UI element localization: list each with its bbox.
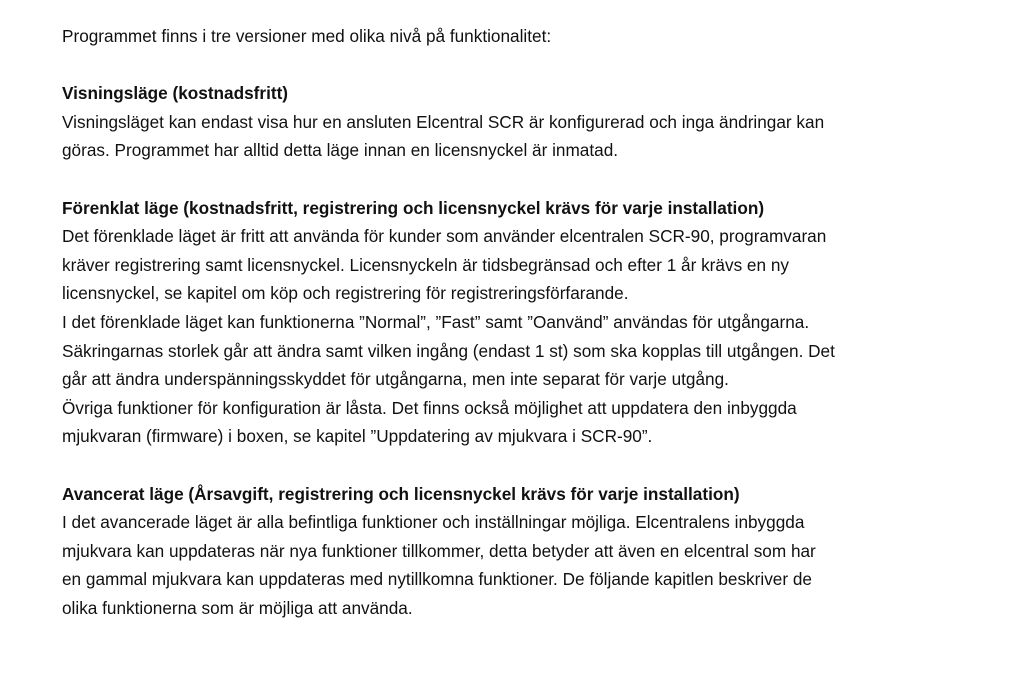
section-line: en gammal mjukvara kan uppdateras med nytillkomna funktioner. De följande kapitlen beskriver de (62, 569, 812, 590)
section-line: I det avancerade läget är alla befintliga funktioner och inställningar möjliga. Elcentralens inbyggda (62, 512, 805, 533)
spacer (62, 165, 962, 194)
section-line: göras. Programmet har alltid detta läge innan en licensnyckel är inmatad. (62, 140, 619, 161)
spacer (62, 51, 962, 80)
section-line: går att ändra underspänningsskyddet för utgångarna, men inte separat för varje utgång. (62, 369, 729, 390)
section-line: olika funktionerna som är möjliga att använda. (62, 597, 413, 618)
spacer (62, 451, 962, 480)
document-page (62, 22, 962, 622)
section-line: licensnyckel, se kapitel om köp och registrering för registreringsförfarande. (62, 283, 629, 304)
section-line: Övriga funktioner för konfiguration är låsta. Det finns också möjlighet att uppdatera den inbyggda (62, 397, 797, 418)
intro-text: Programmet finns i tre versioner med olika nivå på funktionalitet: (62, 26, 552, 46)
section-line: Visningsläget kan endast visa hur en ansluten Elcentral SCR är konfigurerad och inga ändringar kan (62, 111, 825, 132)
section-line: kräver registrering samt licensnyckel. Licensnyckeln är tidsbegränsad och efter 1 år krävs en ny (62, 254, 789, 275)
section-line: mjukvara kan uppdateras när nya funktioner tillkommer, detta betyder att även en elcentral som har (62, 540, 816, 561)
section-line: Säkringarnas storlek går att ändra samt vilken ingång (endast 1 st) som ska kopplas till utgången. Det (62, 340, 835, 361)
section-line: mjukvaran (firmware) i boxen, se kapitel ”Uppdatering av mjukvara i SCR-90”. (62, 426, 653, 447)
section-heading-visningslage: Visningsläge (kostnadsfritt) (62, 83, 289, 104)
section-line: Det förenklade läget är fritt att använda för kunder som använder elcentralen SCR-90, programvaran (62, 226, 827, 247)
section-line: I det förenklade läget kan funktionerna ”Normal”, ”Fast” samt ”Oanvänd” användas för utgångarna. (62, 311, 810, 332)
section-heading-forenklat-lage: Förenklat läge (kostnadsfritt, registrering och licensnyckel krävs för varje installation) (62, 197, 765, 218)
section-heading-avancerat-lage: Avancerat läge (Årsavgift, registrering och licensnyckel krävs för varje installation) (62, 483, 740, 504)
